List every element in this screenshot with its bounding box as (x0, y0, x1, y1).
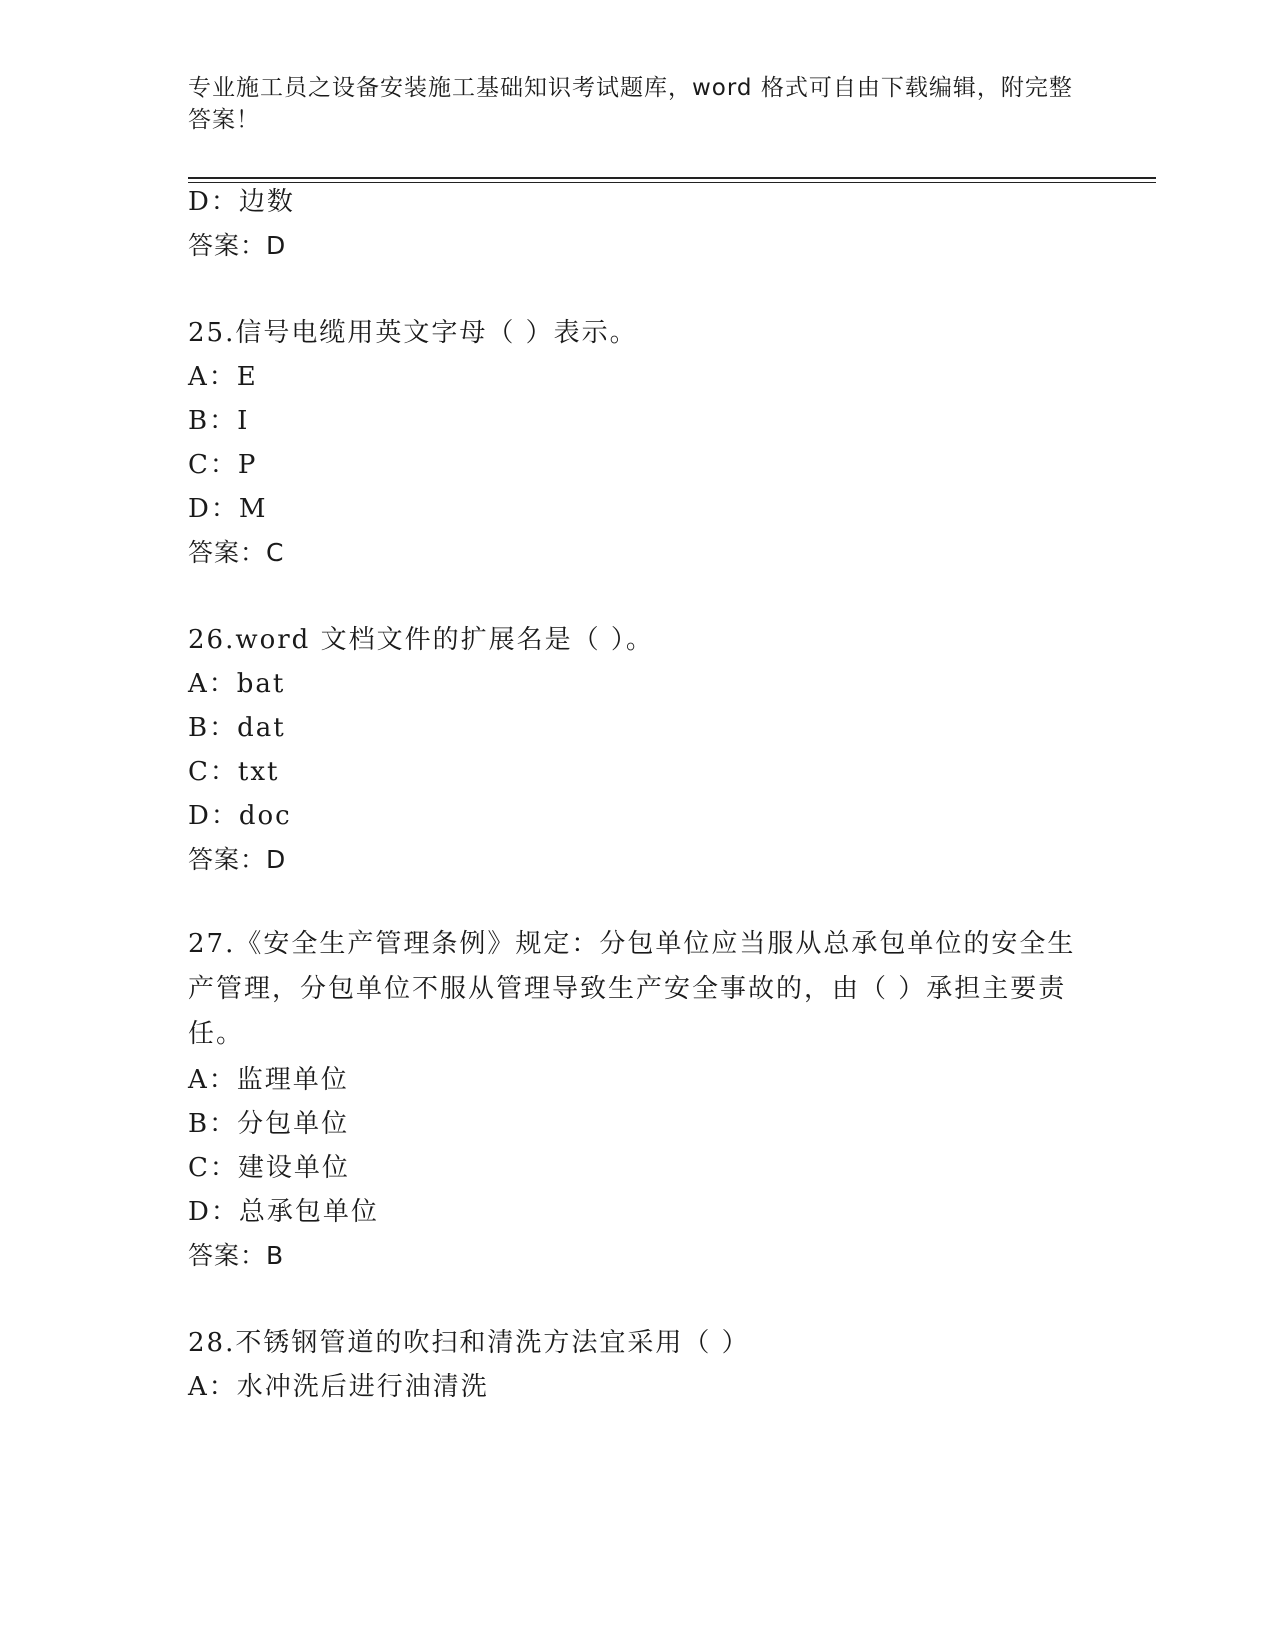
option-c: C：txt (188, 757, 280, 787)
option-b: B：dat (188, 713, 286, 743)
answer-text: 答案：C (188, 538, 285, 567)
question-stem: 26.word 文档文件的扩展名是（ ）。 (188, 625, 654, 655)
option-d: D：边数 (188, 187, 295, 217)
option-d: D：doc (188, 801, 292, 831)
option-a: A：水冲洗后进行油清洗 (188, 1372, 489, 1402)
option-a: A：E (188, 362, 258, 392)
header-divider-thick (188, 177, 1156, 179)
option-d: D：总承包单位 (188, 1197, 379, 1227)
header-divider-thin (188, 182, 1156, 183)
option-b: B：I (188, 406, 250, 436)
option-d: D：M (188, 494, 268, 524)
option-a: A：bat (188, 669, 286, 699)
answer-text: 答案：B (188, 1241, 285, 1270)
answer-text: 答案：D (188, 231, 287, 260)
option-b: B：分包单位 (188, 1109, 350, 1139)
question-stem: 28.不锈钢管道的吹扫和清洗方法宜采用（ ） (188, 1328, 750, 1358)
option-c: C：建设单位 (188, 1153, 350, 1183)
document-header-title: 专业施工员之设备安装施工基础知识考试题库，word 格式可自由下载编辑，附完整答案！ (188, 75, 1073, 133)
answer-text: 答案：D (188, 845, 287, 874)
option-c: C：P (188, 450, 258, 480)
question-stem: 27.《安全生产管理条例》规定：分包单位应当服从总承包单位的安全生产管理，分包单位不服从管理导致生产安全事故的，由（ ）承担主要责任。 (188, 929, 1076, 1049)
question-stem: 25.信号电缆用英文字母（ ）表示。 (188, 318, 638, 348)
option-a: A：监理单位 (188, 1065, 349, 1095)
